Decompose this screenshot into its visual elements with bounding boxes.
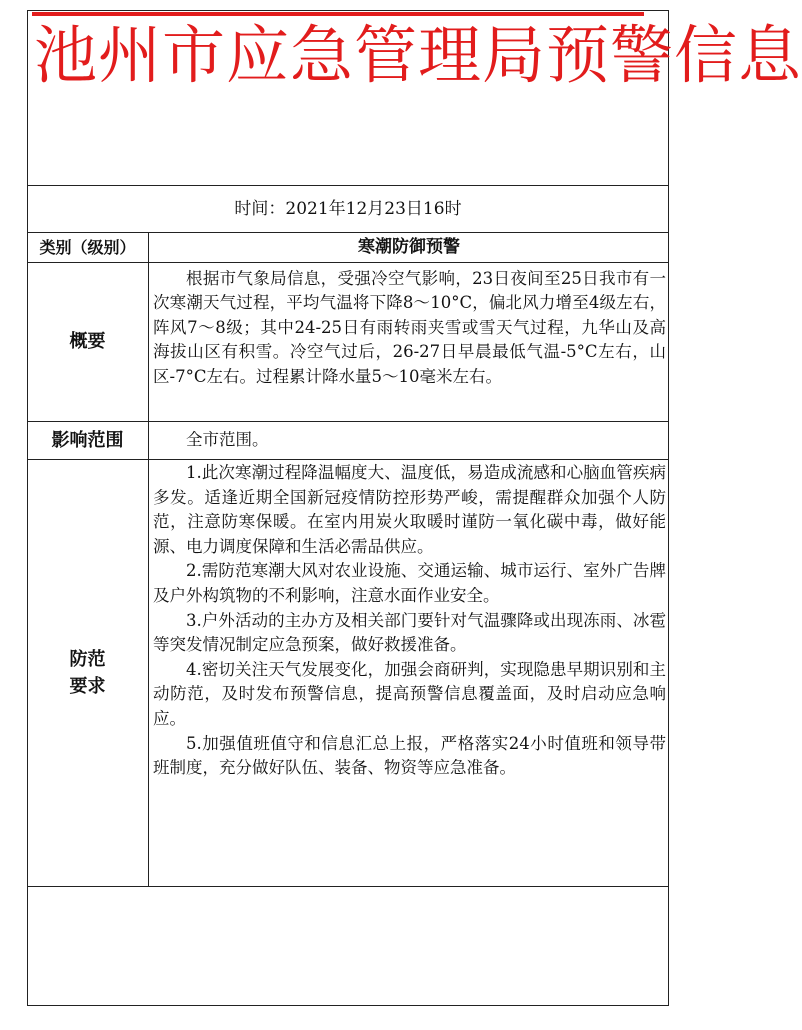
requirements-list (153, 461, 666, 781)
requirement-item: 2.需防范寒潮大风对农业设施、交通运输、城市运行、室外广告牌及户外构筑物的不利影响，注意水面作业安全。 (153, 561, 666, 605)
requirement-item: 4.密切关注天气发展变化，加强会商研判，实现隐患早期识别和主动防范，及时发布预警信息，提高预警信息覆盖面，及时启动应急响应。 (153, 659, 666, 728)
title-rule (32, 12, 644, 16)
requirements-label: 防范要求 (69, 648, 106, 697)
page-title: 池州市应急管理局预警信息 (34, 19, 802, 92)
requirement-item: 5.加强值班值守和信息汇总上报，严格落实24小时值班和领导带班制度，充分做好队伍、装备、物资等应急准备。 (153, 733, 666, 778)
requirement-item: 1.此次寒潮过程降温幅度大、温度低，易造成流感和心脑血管疾病多发。适逢近期全国新冠疫情防控形势严峻，需提醒群众加强个人防范，注意防寒保暖。在室内用炭火取暖时谨防一氧化碳中毒，做好能源、电力调度保障和生活必需品供应。 (153, 463, 666, 556)
scope-text: 全市范围。 (186, 430, 269, 449)
summary-text: 根据市气象局信息，受强冷空气影响，23日夜间至25日我市有一次寒潮天气过程，平均气温将下降8～10°C，偏北风力增至4级左右，阵风7～8级；其中24-25日有雨转雨夹雪或雪天气过程，九华山及高海拔山区有积雪。冷空气过后，26-27日早晨最低气温-5°C左右，山区-7°C左右。过程累计降水量5～10毫米左右。 (153, 269, 666, 386)
divider (27, 886, 669, 887)
requirement-item: 3.户外活动的主办方及相关部门要针对气温骤降或出现冻雨、冰雹等突发情况制定应急预案，做好救援准备。 (153, 610, 666, 655)
category-value: 寒潮防御预警 (358, 237, 460, 257)
issue-time: 时间：2021年12月23日16时 (234, 199, 462, 219)
summary-label: 概要 (69, 331, 106, 352)
scope-label: 影响范围 (51, 429, 124, 451)
column-divider (148, 232, 149, 886)
category-label: 类别（级别） (39, 237, 136, 257)
